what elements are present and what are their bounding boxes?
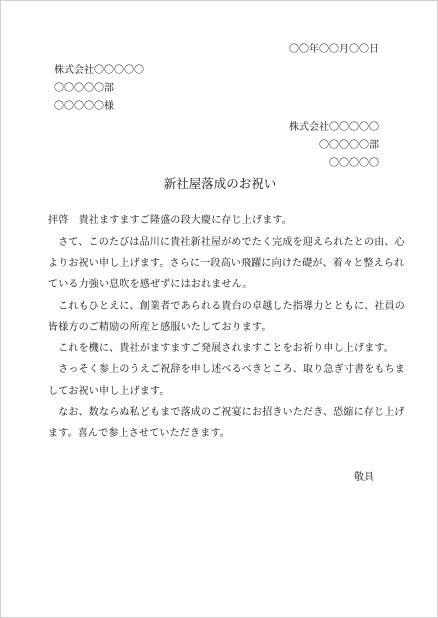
sender-name: 〇〇〇〇〇	[329, 158, 379, 169]
recipient-company: 株式会社〇〇〇〇〇	[54, 65, 144, 76]
body-line: これもひとえに、創業者であられる貴台の卓越した指導力とともに、社員の	[48, 301, 405, 312]
body-line: これを機に、貴社がますますご発展されますことをお祈り申し上げます。	[48, 343, 394, 354]
recipient-department: 〇〇〇〇〇部	[54, 83, 114, 94]
letter-closing: 敬具	[354, 472, 374, 483]
body-line: 皆様方のご精励の所産と感服いたしております。	[48, 322, 272, 333]
body-line: さて、このたびは品川に貴社新社屋がめでたく完成を迎えられたとの由、心	[48, 237, 405, 248]
body-line: ている力強い息吹を感ぜずにはおれません。	[48, 279, 253, 290]
body-line: よりお祝い申し上げます。さらに一段高い飛躍に向けた礎が、着々と整えられ	[48, 258, 405, 269]
body-line: なお、数ならぬ私どもまで落成のご祝宴にお招きいただき、恐縮に存じ上げ	[48, 407, 405, 418]
body-line: してお祝い申し上げます。	[48, 386, 170, 397]
body-line: さっそく参上のうえご祝辞を申し述べるべきところ、取り急ぎ寸書をもちま	[48, 364, 405, 375]
letter-date: 〇〇年〇〇月〇〇日	[289, 44, 379, 55]
sender-company: 株式会社〇〇〇〇〇	[289, 122, 379, 133]
recipient-name: 〇〇〇〇〇様	[54, 101, 114, 112]
sender-department: 〇〇〇〇〇部	[319, 140, 379, 151]
body-line: 拝啓 貴社ますますご隆盛の段大慶に存じ上げます。	[48, 215, 292, 226]
letter-title: 新社屋落成のお祝い	[163, 176, 277, 191]
body-line: ます。喜んで参上させていただきます。	[48, 428, 230, 439]
